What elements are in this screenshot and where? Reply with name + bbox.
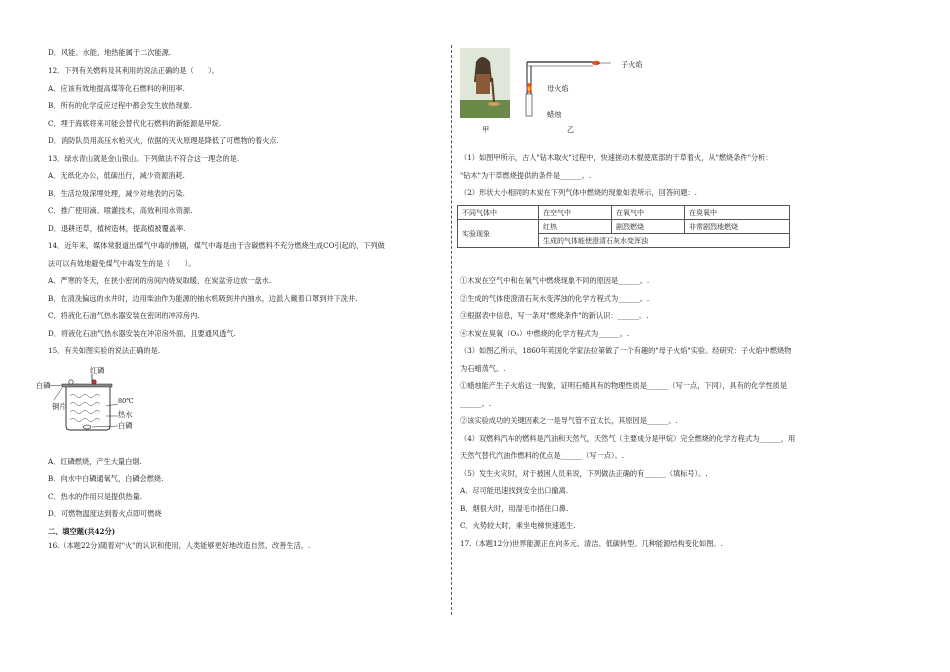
label-red-phosphorus: 红磷 (90, 366, 105, 375)
question-17: 17.（本题12分)世界能源正在向多元、清洁、低碳转型。几种能源结构变化如图。. (460, 539, 723, 548)
text-line: D．消防队员用高压水枪灭火，依据的灭火原理是降低了可燃物的着火点. (48, 136, 279, 145)
text-line: 天然气替代汽油作燃料的优点是______（写一点）。. (460, 451, 624, 460)
text-line: B．所有的化学反应过程中都会发生放热现象. (48, 101, 193, 110)
figure-label-jia: 甲 (482, 125, 490, 134)
text-line: "钻木"为干草燃烧提供的条件是______。. (460, 171, 592, 180)
question-15: 15．有关如图实验的说法正确的是. (48, 346, 161, 355)
option-c: C．火势较大时，乘坐电梯快速逃生. (460, 521, 576, 530)
text-line: D．将液化石油气热水器安装在冲凉房外面，且要通风透气. (48, 329, 236, 338)
option-a: A．红磷燃烧，产生大量白烟. (48, 457, 142, 466)
text-line: ①木炭在空气中和在氧气中燃烧现象不同的原因是______。. (460, 276, 650, 285)
text-line: A．应该有效地提高煤等化石燃料的利用率. (48, 84, 185, 93)
label-copper-sheet: 铜片 (52, 402, 67, 411)
label-candle: 蜡烛 (547, 110, 562, 119)
text-line: （4）双燃料汽车的燃料是汽油和天然气，天然气（主要成分是甲烷）完全燃烧的化学方程式为______，用 (460, 434, 796, 443)
text-line: C．推广使用滴、喷灌技术，高效利用水资源. (48, 206, 193, 215)
option-d: D．可燃物温度达到着火点即可燃烧 (48, 509, 162, 518)
label-temperature: 80℃ (118, 397, 134, 405)
text-line: C．埋于海底将来可能会替代化石燃料的新能源是甲烷. (48, 119, 222, 128)
figure-label-yi: 乙 (567, 125, 575, 134)
column-divider (451, 45, 452, 615)
text-line: D．退耕还草，植树造林，提高植被覆盖率. (48, 224, 186, 233)
label-white-phosphorus: 白磷 (36, 381, 51, 390)
option-b: B．向水中白磷通氧气，白磷会燃烧. (48, 474, 164, 483)
table-cell: 非常剧烈地燃烧 (685, 220, 790, 234)
option-b: B．烟很大时，用湿毛巾捂住口鼻. (460, 504, 569, 513)
text-line: B．在清洗偏远的水井时，边用柴油作为能源的抽水机吸到井内抽水，边派人戴着口罩到井下洗井. (48, 294, 358, 303)
fire-drilling-illustration (460, 48, 510, 118)
option-c: C．热水的作用只是提供热量. (48, 492, 143, 501)
table-header-cell: 在空气中 (539, 206, 612, 220)
label-hot-water: 热水 (118, 410, 133, 419)
table-row (458, 206, 790, 220)
text-line: （5）发生火灾时，对于被困人员来说，下列做法正确的有______（填标号）。. (460, 469, 708, 478)
text-line: ③根据表中信息，写一条对"燃烧条件"的新认识：______。. (460, 311, 649, 320)
question-14: 14．近年来，媒体常报道出煤气中毒的惨剧，煤气中毒是由于含碳燃料不充分燃烧生成CO引起的，下列做 (48, 241, 385, 250)
section-title: 二、填空题(共42分) (48, 527, 116, 536)
text-line: B．生活垃圾深埋处理，减少对地表的污染. (48, 189, 185, 198)
observation-table (457, 205, 790, 248)
question-12: 12．下列有关燃料及其利用的说法正确的是（ ）。 (48, 66, 219, 75)
label-child-flame: 子火焰 (621, 60, 643, 69)
table-row-label: 实验现象 (458, 220, 539, 248)
text-line: A．严寒的冬天，在狭小密闭的房间内烧炭取暖，在炭盆旁边放一盘水. (48, 276, 272, 285)
text-line: （3）如图乙所示，1860年英国化学家法拉第做了一个有趣的"母子火焰"实验。经研究：子火焰中燃烧物 (460, 346, 792, 355)
question-16: 16.（本题22分)随着对"火"的认识和使用，人类能够更好地改造自然、改善生活。. (48, 541, 311, 550)
table-row (458, 220, 790, 234)
text-line: ①蜡烛能产生子火焰这一现象，证明石蜡具有的物理性质是______（写一点，下同），具有的化学性质是 (460, 381, 788, 390)
option-a: A．尽可能迅速找到安全出口撤离. (460, 486, 569, 495)
table-cell: 红热 (539, 220, 612, 234)
question-13: 13．绿水青山就是金山银山。下列做法不符合这一理念的是. (48, 154, 240, 163)
text-line: A．无纸化办公，低碳出行，减少资源消耗. (48, 171, 185, 180)
text-line: ②生成的气体使澄清石灰水变浑浊的化学方程式为______。. (460, 294, 650, 303)
table-cell: 剧烈燃烧 (612, 220, 685, 234)
label-white-phosphorus-2: 白磷 (118, 421, 133, 430)
text-line: ④木炭在臭氧（O₃）中燃烧的化学方程式为______。. (460, 329, 630, 338)
table-header-cell: 不同气体中 (458, 206, 539, 220)
text-line: 为石蜡蒸气。. (460, 364, 506, 373)
table-header-cell: 在臭氧中 (685, 206, 790, 220)
text-line: ______。. (460, 399, 492, 408)
table-header-cell: 在氧气中 (612, 206, 685, 220)
label-mother-flame: 母火焰 (547, 84, 569, 93)
table-cell: 生成的气体能使澄清石灰水变浑浊 (539, 234, 790, 248)
text-line: ②该实验成功的关键因素之一是导气管不宜太长，其原因是______。. (460, 416, 678, 425)
text-line: C．将液化石油气热水器安装在密闭的冲凉房内. (48, 311, 200, 320)
text-line: （1）如图甲所示，古人"钻木取火"过程中，快速搓动木棍使底部的干草着火，从"燃烧条件"分析： (460, 153, 773, 162)
text-line: D．风能、水能、地热能属于二次能源. (48, 48, 172, 57)
text-line: 法可以有效地避免煤气中毒发生的是（ ）。 (48, 259, 196, 268)
text-line: （2）形状大小相同的木炭在下列气体中燃烧的现象如表所示，回答问题：. (460, 188, 697, 197)
